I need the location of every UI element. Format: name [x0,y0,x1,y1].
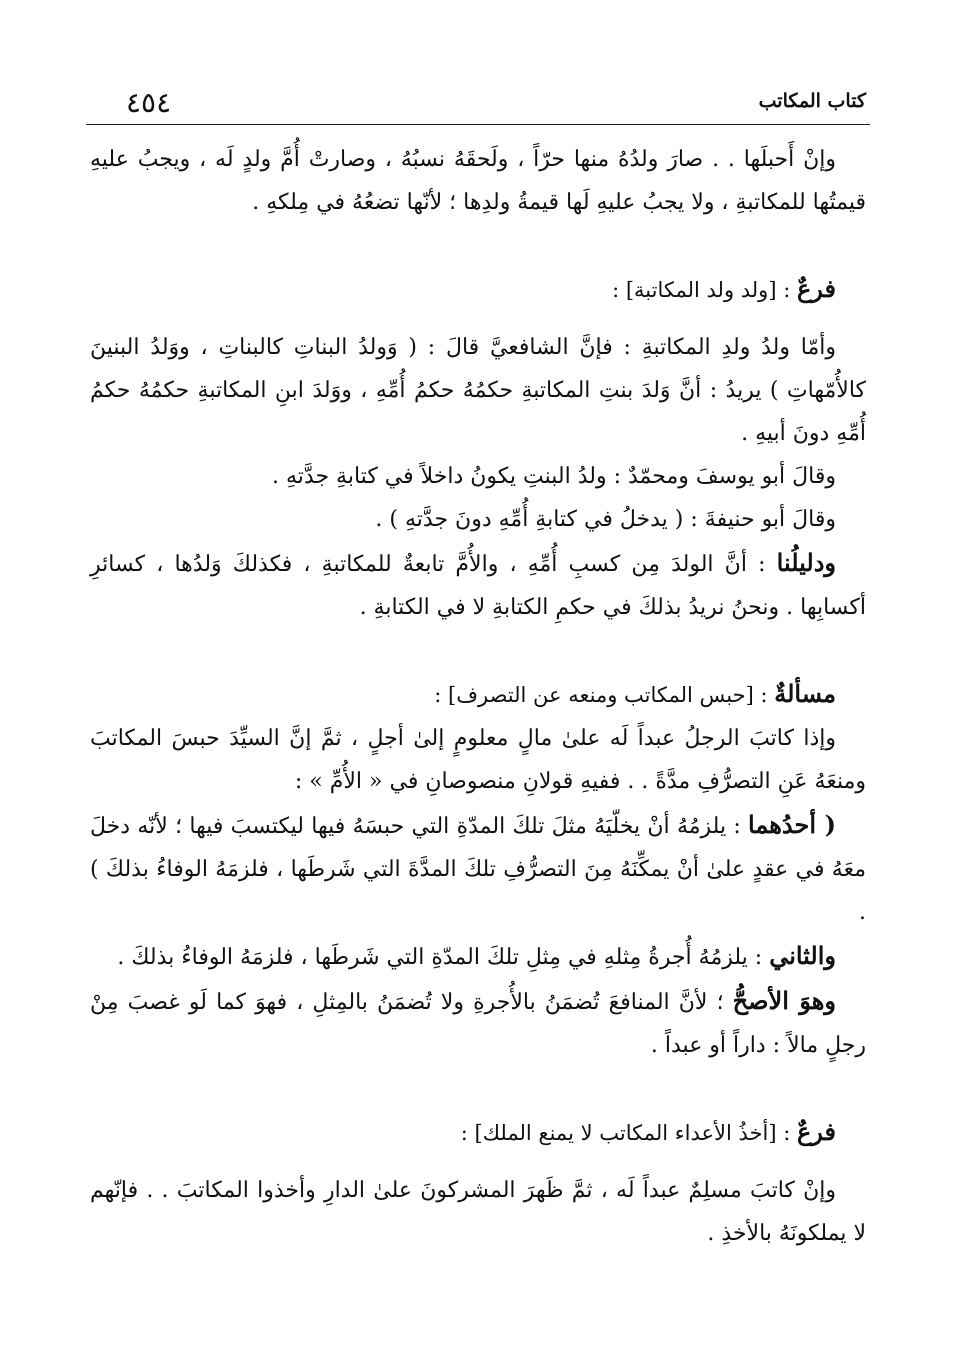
paragraph-4: وقالَ أبو حنيفةَ : ( يدخلُ في كتابةِ أُمِّهِ دونَ جدَّتهِ ) . [375,507,836,532]
paragraph-text: : أنَّ الولدَ مِن كسبِ أُمِّهِ ، والأُمَّ تابعةٌ للمكاتبةِ ، فكذلكَ وَلدُها ، كسائرِ أكسابِها . ونحنُ نريدُ بذلكَ في حكمِ الكتابةِ لا في الكتابةِ . [90,552,866,620]
page-number: ٤٥٤ [126,86,172,119]
spacer [90,629,866,672]
paragraph-5 [90,541,866,629]
paragraph-6: وإذا كاتبَ الرجلُ عبداً لَه علىٰ مالٍ معلومٍ إلىٰ أجلٍ ، ثمَّ إنَّ السيِّدَ حبسَ المكاتبَ ومنعَهُ عَنِ التصرُّفِ مدَّةً . . ففيهِ قولانِ منصوصانِ في « الأُمِّ » : [90,726,866,794]
section-heading-2 [90,672,866,717]
header-rule [86,124,870,125]
paragraph-keyword: والثاني [769,941,836,970]
section-heading-1 [90,267,866,312]
paragraph-2: وأمّا ولدُ ولدِ المكاتبةِ : فإنَّ الشافعيَّ قالَ : ( وَولدُ البناتِ كالبناتِ ، ووَلدُ البنينَ كالأُمّهاتِ ) يريدُ : أنَّ وَلدَ بنتِ المكاتبةِ حكمُهُ حكمُ أُمِّهِ ، ووَلدَ ابنِ المكاتبةِ حكمُهُ حكمُ أُمِّهِ دونَ أبيهِ . [90,335,866,446]
section-heading-3 [90,1110,866,1155]
paragraph-8 [90,934,866,979]
spacer [90,224,866,267]
spacer [90,312,866,326]
paragraph-keyword: ودليلُنا [776,548,836,577]
paragraph-10: وإنْ كاتبَ مسلِمٌ عبداً لَه ، ثمَّ ظَهرَ المشركونَ علىٰ الدارِ وأخذوا المكاتبَ . . فإنّهم لا يملكونَهُ بالأخذِ . [90,1178,866,1246]
heading-subject: : [حبس المكاتب ومنعه عن التصرف] : [434,683,775,707]
paragraph-1: وإنْ أَحبلَها . . صارَ ولدُهُ منها حرّاً ، ولَحقَهُ نسبُهُ ، وصارتْ أُمَّ ولدٍ لَه ، ويجبُ عليهِ قيمتُها للمكاتبةِ ، ولا يجبُ عليهِ لَها قيمةُ ولدِها ؛ لأنّها تضعُهُ في مِلكهِ . [90,147,866,215]
heading-subject: : [أخذُ الأعداء المكاتب لا يمنع الملك] : [460,1121,797,1145]
paragraph-text: : يلزمُهُ أُجرةُ مِثلهِ في مِثلِ تلكَ المدّةِ التي شَرطَها ، فلزمَهُ الوفاءُ بذلكَ . [117,945,770,970]
paragraph-9 [90,979,866,1067]
paragraph-keyword: وهوَ الأصحُّ [732,986,836,1015]
paragraph-keyword: ( أحدُهما [748,810,836,839]
heading-keyword: فرعٌ [796,1117,836,1146]
paragraph-text: : يلزمُهُ أنْ يخلّيَهُ مثلَ تلكَ المدّةِ التي حبسَهُ فيها ليكتسبَ فيها ؛ لأنّه دخلَ معَهُ في عقدٍ علىٰ أنْ يمكِّنَهُ مِنَ التصرُّفِ تلكَ المدَّةَ التي شَرطَها ، فلزمَهُ الوفاءُ بذلكَ ) . [90,814,866,925]
running-title: كتاب المكاتب [758,90,866,112]
page-body [90,138,866,1255]
page-header [86,84,870,120]
heading-keyword: مسألةٌ [774,679,836,708]
paragraph-text: ؛ لأنَّ المنافعَ تُضمَنُ بالأُجرةِ ولا تُضمَنُ بالمِثلِ ، فهوَ كما لَو غصبَ مِنْ رجلٍ مالاً : داراً أو عبداً . [90,990,866,1058]
heading-keyword: فرعٌ [796,274,836,303]
spacer [90,1155,866,1169]
paragraph-7 [90,803,866,934]
spacer [90,1067,866,1110]
paragraph-3: وقالَ أبو يوسفَ ومحمّدٌ : ولدُ البنتِ يكونُ داخلاً في كتابةِ جدَّتهِ . [272,464,836,489]
heading-subject: : [ولد ولد المكاتبة] : [612,278,797,302]
